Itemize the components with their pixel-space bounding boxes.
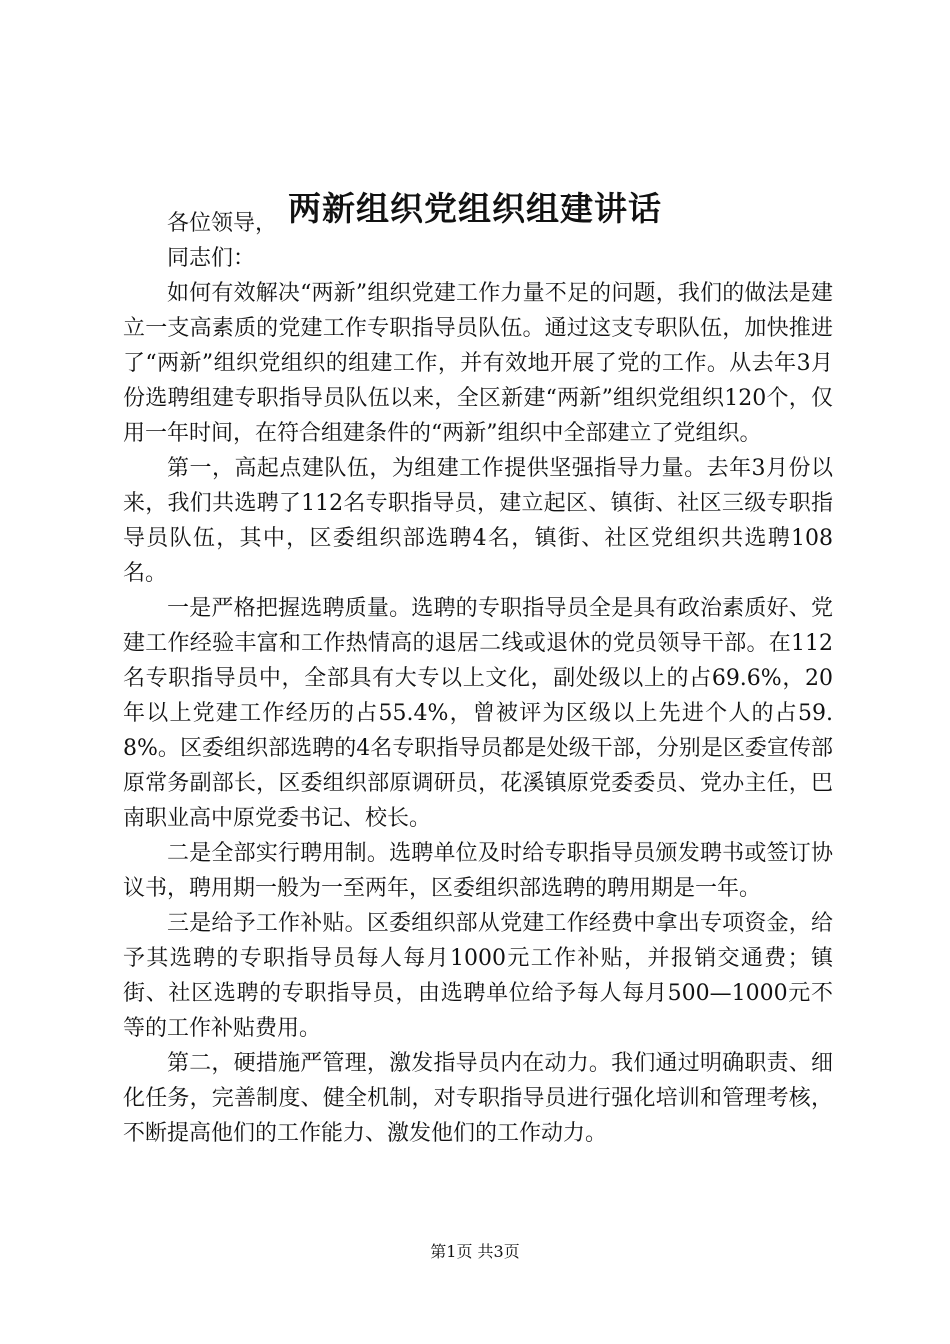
document-title: 两新组织党组织组建讲话	[288, 189, 662, 228]
paragraph-employment-system: 二是全部实行聘用制。选聘单位及时给专职指导员颁发聘书或签订协议书，聘用期一般为一至两年，区委组织部选聘的聘用期是一年。	[123, 841, 833, 901]
document-body	[123, 206, 833, 1151]
paragraph-second-point: 第二，硬措施严管理，激发指导员内在动力。我们通过明确职责、细化任务，完善制度、健全机制，对专职指导员进行强化培训和管理考核，不断提高他们的工作能力、激发他们的工作动力。	[123, 1051, 833, 1146]
paragraph-work-subsidy: 三是给予工作补贴。区委组织部从党建工作经费中拿出专项资金，给予其选聘的专职指导员每人每月1000元工作补贴，并报销交通费；镇街、社区选聘的专职指导员，由选聘单位给予每人每月500—1000元不等的工作补贴费用。	[123, 911, 833, 1041]
paragraph-first-point: 第一，高起点建队伍，为组建工作提供坚强指导力量。去年3月份以来，我们共选聘了112名专职指导员，建立起区、镇街、社区三级专职指导员队伍，其中，区委组织部选聘4名，镇街、社区党组织共选聘108名。	[123, 456, 833, 586]
page-number: 第1页 共3页	[430, 1242, 520, 1261]
paragraph-intro: 如何有效解决“两新”组织党建工作力量不足的问题，我们的做法是建立一支高素质的党建工作专职指导员队伍。通过这支专职队伍，加快推进了“两新”组织党组织的组建工作，并有效地开展了党的工作。从去年3月份选聘组建专职指导员队伍以来，全区新建“两新”组织党组织120个，仅用一年时间，在符合组建条件的“两新”组织中全部建立了党组织。	[123, 281, 833, 446]
paragraph-selection-quality: 一是严格把握选聘质量。选聘的专职指导员全是具有政治素质好、党建工作经验丰富和工作热情高的退居二线或退休的党员领导干部。在112名专职指导员中，全部具有大专以上文化，副处级以上的占69.6%，20年以上党建工作经历的占55.4%，曾被评为区级以上先进个人的占59.8%。区委组织部选聘的4名专职指导员都是处级干部，分别是区委宣传部原常务副部长，区委组织部原调研员，花溪镇原党委委员、党办主任，巴南职业高中原党委书记、校长。	[123, 596, 833, 831]
salutation-leaders: 各位领导，	[167, 211, 278, 236]
salutation-comrades: 同志们：	[167, 246, 256, 271]
